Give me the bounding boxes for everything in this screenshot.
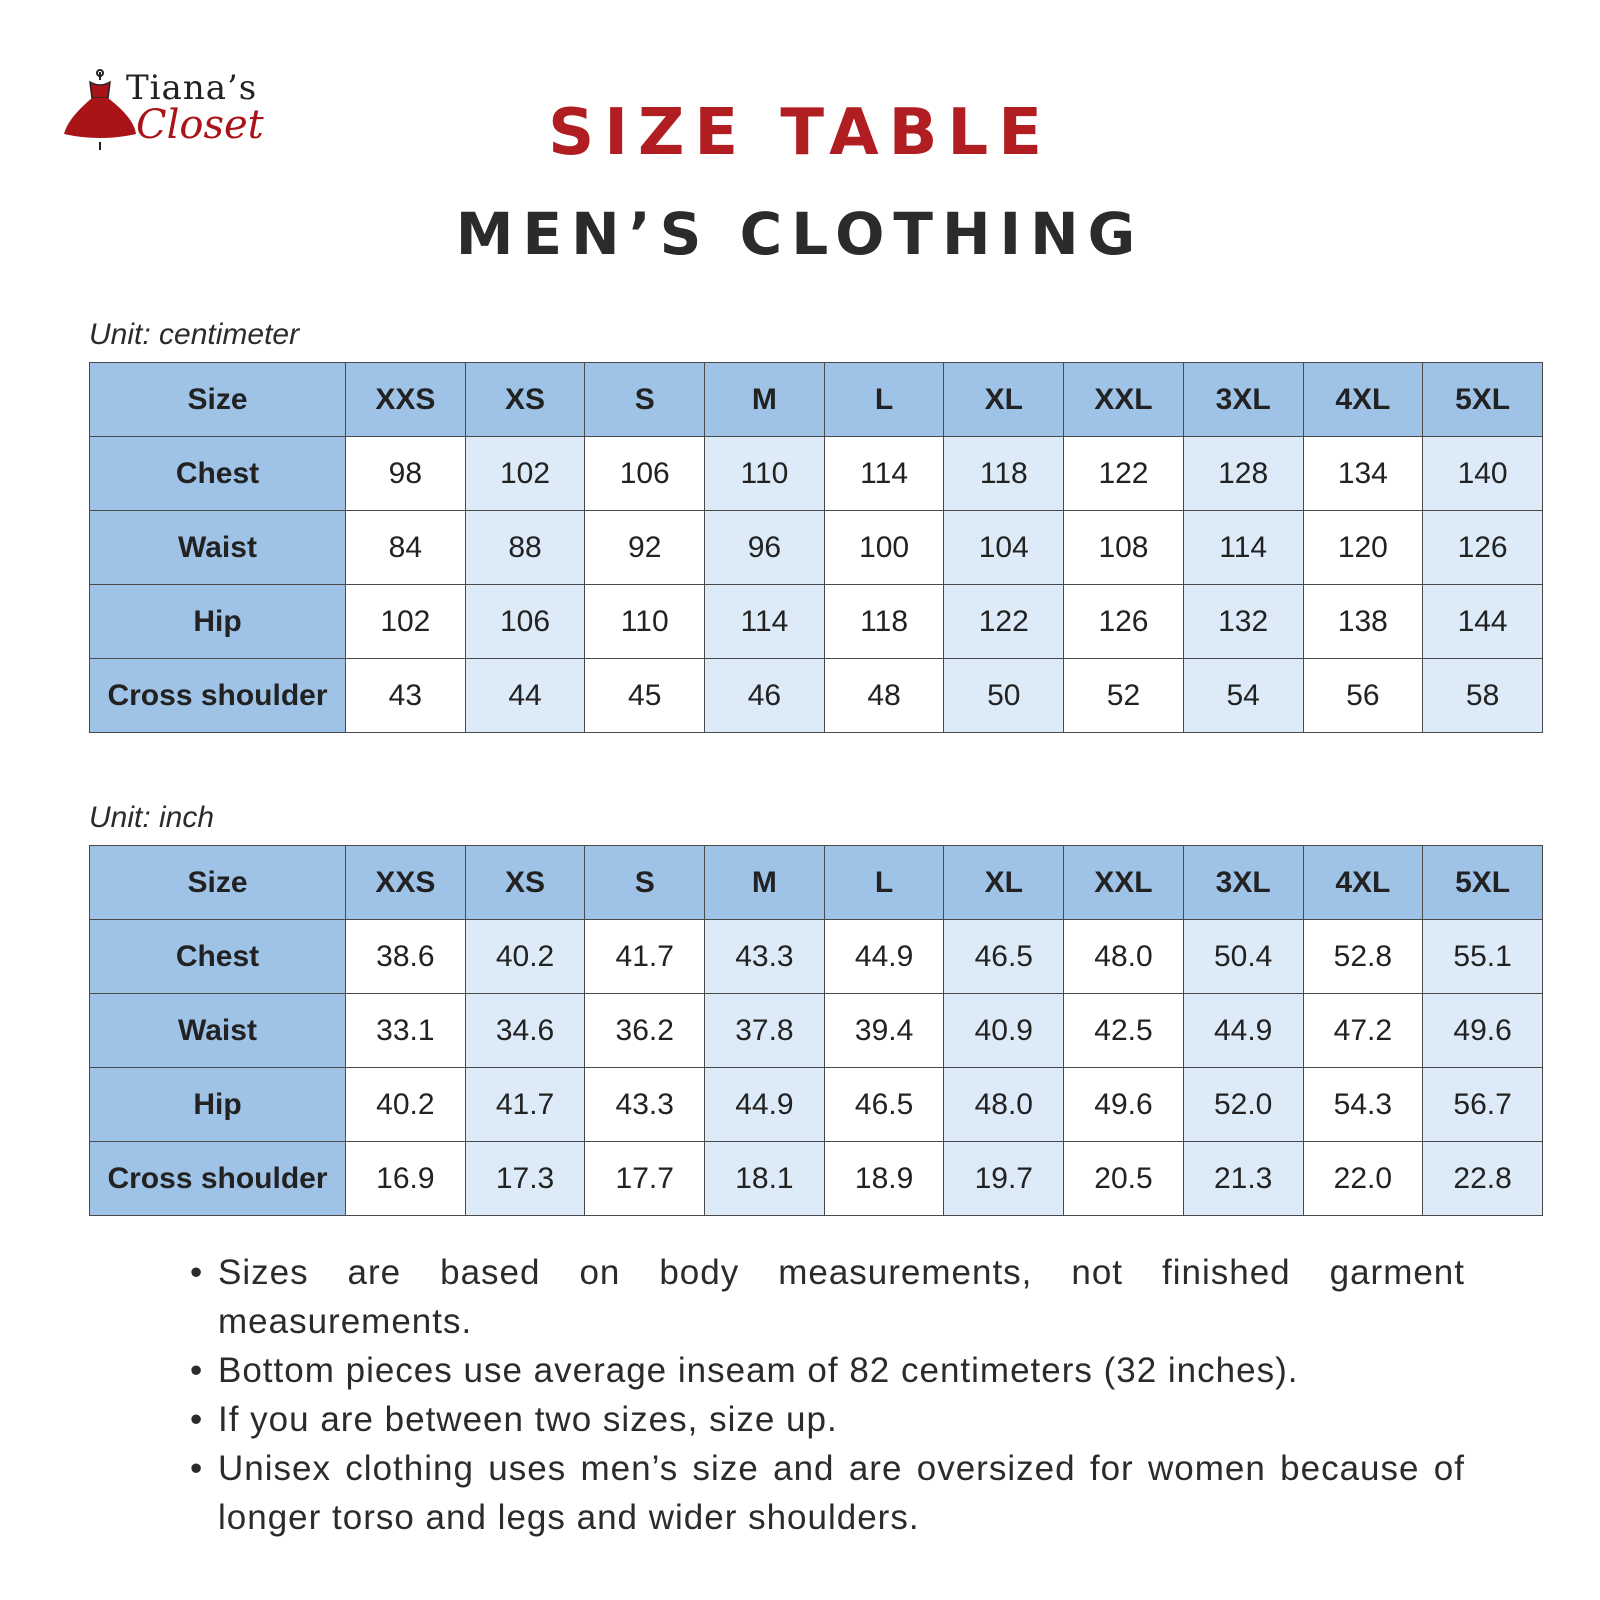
table-cell: 118 (824, 585, 944, 659)
table-cell: 18.1 (705, 1142, 825, 1216)
table-cell: 126 (1423, 511, 1543, 585)
brand-name-bottom: Closet (136, 102, 264, 148)
table-row (90, 1068, 1543, 1142)
header-cell: XXS (346, 846, 466, 920)
list-item (190, 1444, 1465, 1542)
table-cell: 49.6 (1423, 994, 1543, 1068)
table-cell: 56.7 (1423, 1068, 1543, 1142)
table-cell: 144 (1423, 585, 1543, 659)
table-cell: 34.6 (465, 994, 585, 1068)
table-cell: 20.5 (1064, 1142, 1184, 1216)
table-cell: 52.8 (1303, 920, 1423, 994)
table-cell: 138 (1303, 585, 1423, 659)
table-cell: 104 (944, 511, 1064, 585)
row-label: Hip (90, 585, 346, 659)
table-cell: 43 (346, 659, 466, 733)
table-cell: 50 (944, 659, 1064, 733)
table-cell: 41.7 (585, 920, 705, 994)
table-row (90, 920, 1543, 994)
bullet-icon: • (190, 1400, 204, 1439)
header-cell: 3XL (1183, 846, 1303, 920)
table-cell: 48 (824, 659, 944, 733)
table-cell: 45 (585, 659, 705, 733)
table-cell: 42.5 (1064, 994, 1184, 1068)
table-cell: 48.0 (944, 1068, 1064, 1142)
header-cell: S (585, 846, 705, 920)
bullet-icon: • (190, 1351, 204, 1390)
table-cell: 40.2 (465, 920, 585, 994)
table-row (90, 659, 1543, 733)
table-cell: 126 (1064, 585, 1184, 659)
table-cell: 38.6 (346, 920, 466, 994)
table-cell: 52 (1064, 659, 1184, 733)
table-cell: 55.1 (1423, 920, 1543, 994)
table-cell: 43.3 (705, 920, 825, 994)
row-label: Cross shoulder (90, 1142, 346, 1216)
list-item (190, 1346, 1465, 1395)
table-row (90, 585, 1543, 659)
table-cell: 21.3 (1183, 1142, 1303, 1216)
note-text: Unisex clothing uses men’s size and are oversized for women because of longer torso and legs and wider shoulders. (218, 1449, 1465, 1537)
header-cell: XS (465, 846, 585, 920)
header-cell: M (705, 363, 825, 437)
table-cell: 118 (944, 437, 1064, 511)
row-label: Waist (90, 994, 346, 1068)
table-cell: 56 (1303, 659, 1423, 733)
header-cell: 5XL (1423, 363, 1543, 437)
table-cell: 46.5 (944, 920, 1064, 994)
table-cell: 39.4 (824, 994, 944, 1068)
row-label: Hip (90, 1068, 346, 1142)
list-item (190, 1395, 1465, 1444)
row-label: Chest (90, 437, 346, 511)
header-cell: L (824, 846, 944, 920)
header-cell: XS (465, 363, 585, 437)
size-table-inch (89, 845, 1543, 1216)
page-title: SIZE TABLE (548, 96, 1052, 170)
table-cell: 128 (1183, 437, 1303, 511)
row-label: Chest (90, 920, 346, 994)
table-cell: 114 (705, 585, 825, 659)
header-cell: XL (944, 846, 1064, 920)
table-row (90, 994, 1543, 1068)
header-cell-size: Size (90, 363, 346, 437)
table-cell: 132 (1183, 585, 1303, 659)
table-cell: 40.2 (346, 1068, 466, 1142)
header-cell: XXS (346, 363, 466, 437)
table-header-row (90, 363, 1543, 437)
unit-label-centimeter: Unit: centimeter (89, 318, 300, 351)
note-text: If you are between two sizes, size up. (218, 1400, 838, 1439)
list-item (190, 1248, 1465, 1346)
table-cell: 100 (824, 511, 944, 585)
table-cell: 108 (1064, 511, 1184, 585)
unit-label-inch: Unit: inch (89, 801, 215, 834)
table-cell: 44.9 (1183, 994, 1303, 1068)
table-cell: 102 (346, 585, 466, 659)
table-cell: 114 (1183, 511, 1303, 585)
note-text: Sizes are based on body measurements, not finished garment measurements. (218, 1253, 1465, 1341)
bullet-icon: • (190, 1253, 204, 1292)
table-cell: 33.1 (346, 994, 466, 1068)
table-cell: 96 (705, 511, 825, 585)
table-cell: 110 (705, 437, 825, 511)
header-cell-size: Size (90, 846, 346, 920)
table-cell: 54 (1183, 659, 1303, 733)
table-cell: 54.3 (1303, 1068, 1423, 1142)
table-cell: 22.0 (1303, 1142, 1423, 1216)
table-cell: 46.5 (824, 1068, 944, 1142)
header-cell: S (585, 363, 705, 437)
table-cell: 134 (1303, 437, 1423, 511)
table-cell: 44 (465, 659, 585, 733)
table-cell: 52.0 (1183, 1068, 1303, 1142)
table-cell: 40.9 (944, 994, 1064, 1068)
header-cell: 3XL (1183, 363, 1303, 437)
table-cell: 48.0 (1064, 920, 1184, 994)
table-cell: 114 (824, 437, 944, 511)
table-cell: 44.9 (824, 920, 944, 994)
table-row (90, 511, 1543, 585)
row-label: Cross shoulder (90, 659, 346, 733)
table-cell: 92 (585, 511, 705, 585)
table-cell: 17.3 (465, 1142, 585, 1216)
header-cell: M (705, 846, 825, 920)
table-row (90, 437, 1543, 511)
table-cell: 49.6 (1064, 1068, 1184, 1142)
header-cell: 5XL (1423, 846, 1543, 920)
header-cell: XXL (1064, 363, 1184, 437)
table-cell: 17.7 (585, 1142, 705, 1216)
table-cell: 84 (346, 511, 466, 585)
brand-name-top: Tiana’s (126, 68, 258, 108)
table-cell: 41.7 (465, 1068, 585, 1142)
table-cell: 122 (944, 585, 1064, 659)
table-cell: 106 (465, 585, 585, 659)
table-cell: 16.9 (346, 1142, 466, 1216)
table-cell: 44.9 (705, 1068, 825, 1142)
table-cell: 19.7 (944, 1142, 1064, 1216)
table-cell: 43.3 (585, 1068, 705, 1142)
table-cell: 106 (585, 437, 705, 511)
table-row (90, 1142, 1543, 1216)
table-cell: 120 (1303, 511, 1423, 585)
table-cell: 47.2 (1303, 994, 1423, 1068)
table-cell: 37.8 (705, 994, 825, 1068)
header-cell: L (824, 363, 944, 437)
table-cell: 140 (1423, 437, 1543, 511)
header-cell: XL (944, 363, 1064, 437)
page-subtitle: MEN’S CLOTHING (455, 200, 1145, 268)
size-notes-list (190, 1248, 1465, 1542)
table-cell: 36.2 (585, 994, 705, 1068)
table-cell: 88 (465, 511, 585, 585)
note-text: Bottom pieces use average inseam of 82 centimeters (32 inches). (218, 1351, 1299, 1390)
header-cell: XXL (1064, 846, 1184, 920)
table-cell: 98 (346, 437, 466, 511)
table-cell: 46 (705, 659, 825, 733)
size-table-centimeter (89, 362, 1543, 733)
table-cell: 18.9 (824, 1142, 944, 1216)
bullet-icon: • (190, 1449, 204, 1488)
header-cell: 4XL (1303, 363, 1423, 437)
table-cell: 122 (1064, 437, 1184, 511)
row-label: Waist (90, 511, 346, 585)
table-cell: 58 (1423, 659, 1543, 733)
table-cell: 110 (585, 585, 705, 659)
header-cell: 4XL (1303, 846, 1423, 920)
table-cell: 50.4 (1183, 920, 1303, 994)
table-cell: 22.8 (1423, 1142, 1543, 1216)
table-cell: 102 (465, 437, 585, 511)
table-header-row (90, 846, 1543, 920)
